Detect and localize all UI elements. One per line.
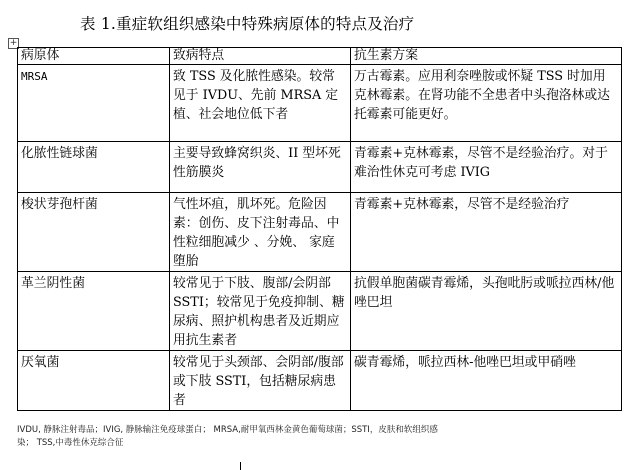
table-header-row bbox=[18, 48, 622, 65]
table-row bbox=[18, 65, 622, 142]
features-cell: 较常见于头颈部、会阴部/腹部或下肢 SSTI，包括糖尿病患者 bbox=[170, 351, 351, 411]
table-row bbox=[18, 193, 622, 272]
features-cell: 较常见于下肢、腹部/会阴部SSTI；较常见于免疫抑制、糖尿病、照护机构患者及近期应用抗生素者 bbox=[170, 272, 351, 351]
features-cell: 气性坏疽，肌坏死。危险因素：创伤、皮下注射毒品、中性粒细胞减少 、分娩、 家庭堕胎 bbox=[170, 193, 351, 272]
treatment-cell: 万古霉素。应用利奈唑胺或怀疑 TSS 时加用克林霉素。在肾功能不全患者中头孢洛林或达托霉素可能更好。 bbox=[351, 65, 622, 142]
table-row bbox=[18, 142, 622, 193]
table-title: 表 1.重症软组织感染中特殊病原体的特点及治疗 bbox=[80, 15, 415, 33]
features-cell: 主要导致蜂窝织炎、II 型坏死性筋膜炎 bbox=[170, 142, 351, 193]
pathogen-cell: 厌氧菌 bbox=[18, 351, 170, 411]
table-row bbox=[18, 351, 622, 411]
move-table-handle-icon[interactable]: + bbox=[9, 38, 18, 48]
pathogen-table bbox=[17, 47, 622, 411]
table-row bbox=[18, 272, 622, 351]
treatment-cell: 青霉素+克林霉素，尽管不是经验治疗。对于难治性休克可考虑 IVIG bbox=[351, 142, 622, 193]
pathogen-cell: MRSA bbox=[18, 65, 170, 142]
pathogen-cell: 化脓性链球菌 bbox=[18, 142, 170, 193]
pathogen-cell: 革兰阴性菌 bbox=[18, 272, 170, 351]
treatment-cell: 碳青霉烯，哌拉西林-他唑巴坦或甲硝唑 bbox=[351, 351, 622, 411]
table-footnotes bbox=[17, 424, 438, 450]
header-pathogen: 病原体 bbox=[18, 48, 170, 65]
text-cursor bbox=[240, 462, 241, 470]
footnote-line: IVDU, 静脉注射毒品；IVIG, 静脉输注免疫球蛋白； MRSA,耐甲氧西林金黄色葡萄球菌；SSTI，皮肤和软组织感 bbox=[17, 425, 438, 435]
footnote-line: 染； TSS,中毒性休克综合征 bbox=[17, 438, 124, 448]
pathogen-cell: 梭状芽孢杆菌 bbox=[18, 193, 170, 272]
header-treatment: 抗生素方案 bbox=[351, 48, 622, 65]
treatment-cell: 抗假单胞菌碳青霉烯，头孢吡肟或哌拉西林/他唑巴坦 bbox=[351, 272, 622, 351]
features-cell: 致 TSS 及化脓性感染。较常见于 IVDU、先前 MRSA 定植、社会地位低下者 bbox=[170, 65, 351, 142]
treatment-cell: 青霉素+克林霉素，尽管不是经验治疗 bbox=[351, 193, 622, 272]
header-features: 致病特点 bbox=[170, 48, 351, 65]
